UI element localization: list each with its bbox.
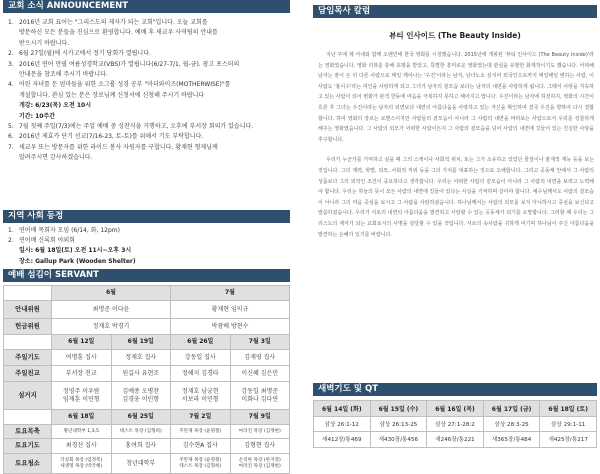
date-header: 6월 19일 <box>111 335 171 350</box>
usher-cell: 최명준 이다윤 <box>52 301 171 319</box>
sat-prayer-cell: 주만제 목장 (윤명철) <box>171 425 231 439</box>
announcement-subitem: 기간: 10주간 <box>19 112 56 120</box>
sunday-prayer-cell: 김재영 집사 <box>230 350 290 366</box>
announcement-item: 알려주시면 감사하겠습니다. <box>19 154 93 162</box>
date-header: 7월 2일 <box>171 410 231 425</box>
announcement-item: 7. 새교우 또는 방문자를 위한 라이드 봉사 자원자를 구합니다. 황재현 형제님께 <box>8 143 218 151</box>
qt-day-header: 6월 17일 (금) <box>483 401 540 417</box>
sermon-body <box>318 50 594 250</box>
dish-cell: 정영주 이우람 임재훈 이민형 <box>52 382 112 410</box>
sermon-title: 뷰티 인사이드 (The Beauty Inside) <box>389 31 521 40</box>
row-label: 헌금위원 <box>4 319 52 335</box>
fellowship-cell: 부서장 친교 <box>52 366 112 382</box>
announcement-item: 방문하신 모든 분들을 진심으로 환영합니다. 예배 후 새교우 사역팀의 안내를 <box>19 29 218 37</box>
sunday-prayer-cell: 정재호 집사 <box>111 350 171 366</box>
sat-clean-cell: 온리한 목장 (한지영) 마라진 목장 (김재현) <box>230 454 290 474</box>
qt-hymn: 새246장/통221 <box>427 432 484 448</box>
date-header: 6월 18일 <box>52 410 112 425</box>
table-spacer <box>4 410 52 425</box>
qt-table <box>313 400 597 448</box>
qt-day-header: 6월 15일 (수) <box>370 401 427 417</box>
qt-reading: 삼상 29:1-11 <box>540 416 597 432</box>
dish-cell: 강동일 최명준 이화나 김다연 <box>230 382 290 410</box>
month-header: 6월 <box>52 286 171 301</box>
announcement-item: 4. 어린 자녀를 둔 엄마들을 위한 소그룹 성경 공부 "마더와이즈(MOTHERWISE)"를 <box>8 81 231 89</box>
sermon-paragraph: 우리가 누군가를 기억하고 싶을 때 그의 스케이나 사회적 위치, 또는 그가 소유하고 있었던 물질이나 잠재적 재능 등을 보는 것입니다. 그의 재력, 학벌, 외모, 사회적 직위 등을 그의 가치를 대표하는 것으로 오해합니다. 그리고 공동체 안에서 그 사람의 성품보다 그의 외적인 조건이 중요하다고 생각합니다. 우리는 어떠한 사람의 겉모습이 아니라 그 사람의 내면을 보려고 노력해야 합니다. 우리는 하늘의 뜻이 모든 사람의 내면에 깃들어 있다는 사실을 기억하며 살아야 합니다. 예수님께서도 사람의 겉모습이 아니라 그의 마음 중심을 보시고 그 사람을 사랑하셨습니다. 하나님께서는 사람의 외모를 보지 아니하시고 중심을 보신다고 말씀하셨습니다. 우리가 서로의 내면의 아름다움을 발견하고 사랑할 수 있는 공동체가 되기를 소망합니다. 그러할 때 우리는 그리스도의 제자가 되는 교회로서의 사명을 감당할 수 있을 것입니다. 서로의 속사람을 귀하게 여기며 하나님이 주신 아름다움을 발견하는 은혜가 있기를 바랍니다. <box>318 157 594 238</box>
table-corner <box>4 286 52 301</box>
qt-reading: 삼상 27:1-28:2 <box>427 416 484 432</box>
community-item: 2. 연어배 신록회 야외회 <box>8 237 75 245</box>
sat-morning-cell: 김수현A 집사 <box>171 439 231 454</box>
announcement-item: 받으시기 바랍니다. <box>19 39 70 47</box>
usher-cell: 황재현 임익규 <box>171 301 290 319</box>
dish-cell: 김예종 오병찬 김경웅 이민형 <box>111 382 171 410</box>
sat-prayer-cell: 황년대학부 1,3,5 <box>52 425 112 439</box>
date-header: 6월 26일 <box>171 335 231 350</box>
sat-morning-cell: 홍여희 집사 <box>111 439 171 454</box>
qt-hymn: 새425장/통217 <box>540 432 597 448</box>
community-list <box>8 226 290 267</box>
announcement-item: 3. 2016년 연어 만필 여름성경학교(VBS)가 열립니다(6/27-7/1, 월-금). 광고 포스터의 <box>8 60 240 68</box>
offering-cell: 박광배 방현수 <box>171 319 290 335</box>
fellowship-cell: 이신혜 김은민 <box>230 366 290 382</box>
qt-hymn: 새365장/통484 <box>483 432 540 448</box>
row-label: 주일기도 <box>4 350 52 366</box>
community-header: 지역 사회 동정 <box>3 210 290 223</box>
sunday-prayer-cell: 강동일 집사 <box>171 350 231 366</box>
row-label: 안내위원 <box>4 301 52 319</box>
announcement-item: 6. 2016년 제효카 단기 선교(7/16-23, 토-토)를 위해서 기도 부탁합니다. <box>8 133 204 141</box>
announcement-header: 교회 소식 ANNOUNCEMENT <box>3 0 290 13</box>
qt-reading: 삼상 28:3-25 <box>483 416 540 432</box>
qt-day-header: 6월 18일 (토) <box>540 401 597 417</box>
date-header: 7월 3일 <box>230 335 290 350</box>
sat-prayer-cell: 마라진 목장 (김재현) <box>230 425 290 439</box>
row-label: 토요청소 <box>4 454 52 474</box>
date-header: 6월 25일 <box>111 410 171 425</box>
table-spacer <box>4 335 52 350</box>
announcement-item: 개설합니다. 관심 있는 분은 장로님께 신청서에 신청해 주시기 바랍니다 <box>19 91 205 99</box>
sermon-header: 담임목사 칼럼 <box>313 5 597 18</box>
qt-hymn: 새412장/통469 <box>314 432 371 448</box>
row-label: 토요기도 <box>4 439 52 454</box>
qt-header: 새벽기도 및 QT <box>313 383 597 396</box>
sat-clean-cell: 주만제 목장 (윤명철) 테스트 목장 (김형희) <box>171 454 231 474</box>
sat-morning-cell: 최경선 집사 <box>52 439 112 454</box>
date-header: 7월 9일 <box>230 410 290 425</box>
sermon-paragraph: 지난 주에 제 아내와 함께 오랜만에 한국 영화를 시청했습니다. 2015년에 개봉된 '뷰티 인사이드 (The Beauty Inside)'라는 영화였습니다. 영화 리뷰를 통해 호평을 받았고, 특별한 흥미로운 영화였는데 관심을 유발한 화제작이기도 했습니다. 어찌해 남자는 잠이 든 뒤 다른 사람으로 매일 깨어나는 '우진'이라는 남자, 남녀노소 심지어 외국인으로까지 매일매일 변하는 사람, 이 사람도 '홍이수'라는 여인을 사랑하게 되고 그녀가 남자의 겉모습 보다는 남자의 내면을 사랑하게 됩니다. 그래서 사랑을 지속하고 있는 사람이 되어 변화가 관객 한동에 마음을 극복하지 못하고 헤어지고 맙니다. 우진이라는 남자에 허전하지, 영화의 시간이 흐른 후 그녀는 우진이라는 남자의 외면보다 내면의 아름다움을 사랑하고 있는 자신을 확인하며 결국 우진을 향하여 다시 결합합니다. 하여 영화의 장르는 로맨스이지만 사람들의 겉모습이 아니라 그 사람의 내면을 바라보는 사람으로서 우리를 성찰하게 해주는 영화였습니다. 그 사람의 외모가 어떠한 사람이든지 그 사람의 겉모습을 넘어 사람의 내면에 깃들어 있는 진실한 사랑을 추구합니다. <box>318 52 594 143</box>
announcement-list <box>8 18 290 164</box>
sunday-prayer-cell: 여명훈 집사 <box>52 350 112 366</box>
sat-clean-cell: 더칭회 목장 (염정복) 새생명 목장 (박국해) <box>52 454 112 474</box>
community-item: 1. 연어배 목회자 모임 (6/14, 화, 12pm) <box>8 227 120 234</box>
qt-reading: 삼상 26:13-25 <box>370 416 427 432</box>
offering-cell: 정재호 박경기 <box>52 319 171 335</box>
dish-cell: 정재호 남궁현 서보라 이민형 <box>171 382 231 410</box>
month-header: 7월 <box>171 286 290 301</box>
qt-day-header: 6월 14일 (화) <box>314 401 371 417</box>
announcement-subitem: 개강: 6/23(목) 오전 10시 <box>19 102 91 110</box>
announcement-item: 5. 7월 첫째 주일(7/3)에는 주일 예배 중 성찬식을 거행하고, 오후에 부서장 회의가 있습니다. <box>8 123 254 131</box>
announcement-item: 1. 2016년 교회 표어는 "그리스도의 제자가 되는 교회"입니다. 오늘 교회를 <box>8 19 208 26</box>
fellowship-cell: 정해지 김경타 <box>171 366 231 382</box>
row-label: 주일친교 <box>4 366 52 382</box>
sat-clean-cell: 청년대학부 <box>111 454 171 474</box>
servant-header: 예배 섬김이 SERVANT <box>3 269 290 282</box>
community-detail: 장소: Gallup Park (Wooden Shelter) <box>19 257 136 265</box>
sat-prayer-cell: 테스트 목장 (김형희) <box>111 425 171 439</box>
row-label: 설거지 <box>4 382 52 410</box>
servant-table <box>3 285 290 474</box>
qt-hymn: 새430장/통456 <box>370 432 427 448</box>
announcement-item: 2. 6월 27일(월)에 시카고에서 정기 당회가 열립니다. <box>8 50 151 58</box>
row-label: 토요목축 <box>4 425 52 439</box>
date-header: 6월 12일 <box>52 335 112 350</box>
announcement-item: 안내문을 참조해 주시기 바랍니다. <box>19 71 108 79</box>
community-detail: 일시: 6월 18일(토) 오전 11시~오후 3시 <box>19 247 132 255</box>
fellowship-cell: 원길사 유현조 <box>111 366 171 382</box>
sat-morning-cell: 김형현 집사 <box>230 439 290 454</box>
qt-day-header: 6월 16일 (목) <box>427 401 484 417</box>
qt-reading: 삼상 26:1-12 <box>314 416 371 432</box>
